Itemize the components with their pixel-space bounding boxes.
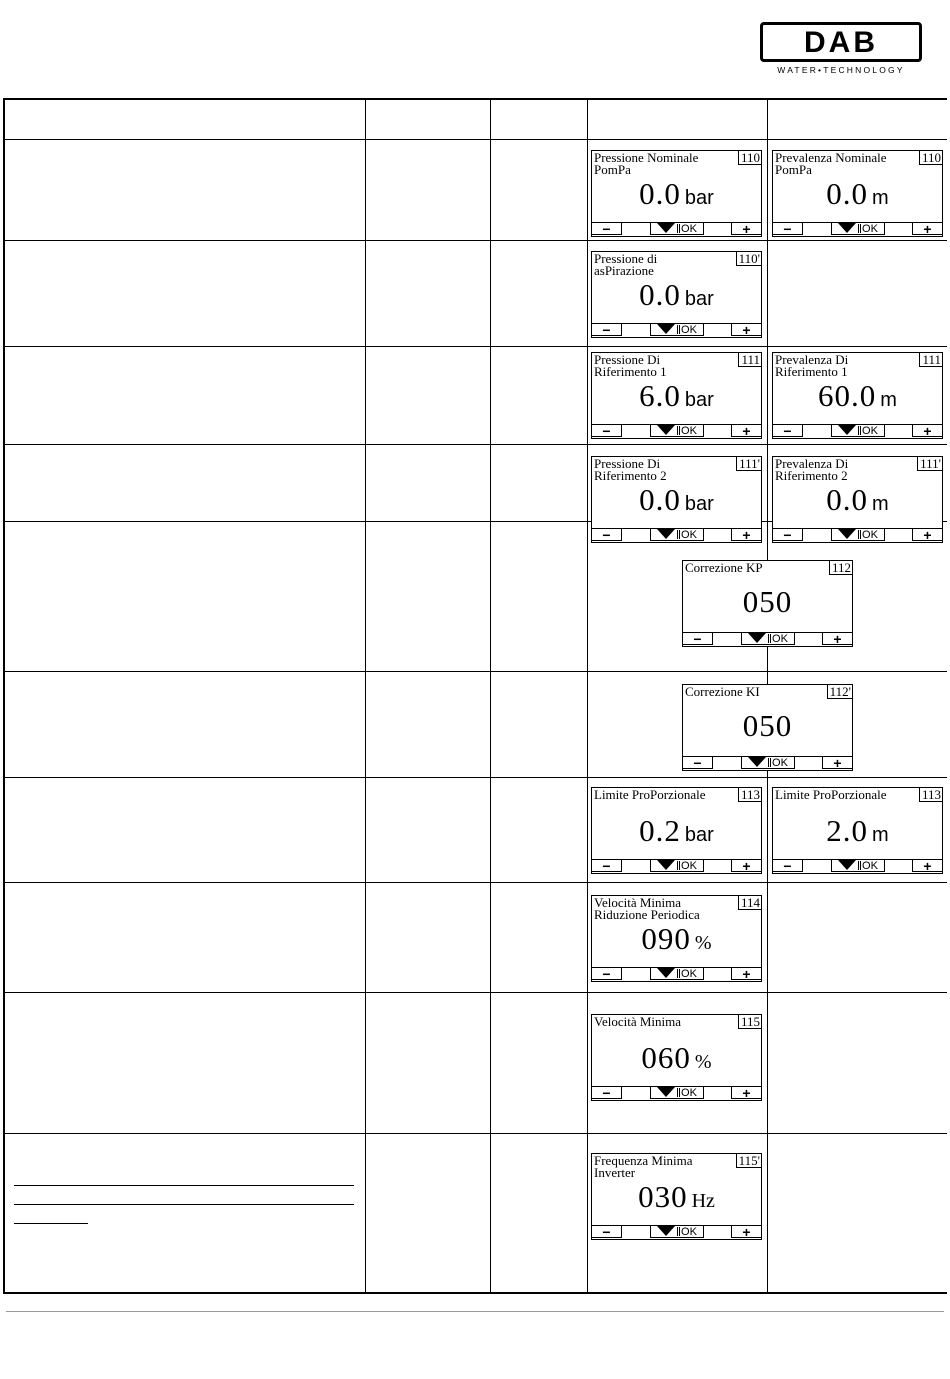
underline: [14, 1223, 88, 1224]
note-underlines: [14, 1185, 354, 1242]
panel-value: 0.0: [639, 176, 681, 211]
panel-subtitle: Riferimento 2: [775, 468, 848, 483]
down-triangle-icon: [748, 757, 766, 767]
table-row-divider: [5, 882, 947, 883]
logo-brand: DAB: [804, 26, 878, 59]
panel-number: 112': [827, 684, 853, 699]
plus-button[interactable]: +: [822, 757, 852, 769]
logo-frame: [760, 22, 922, 62]
pause-bars-icon: [677, 861, 680, 870]
panel-subtitle: asPirazione: [594, 263, 654, 278]
down-triangle-icon: [657, 425, 675, 435]
down-ok-button[interactable]: OK: [650, 1087, 704, 1099]
plus-button[interactable]: +: [731, 860, 761, 872]
panel-number: 111: [738, 352, 762, 367]
lcd-panel-112-kp: [682, 560, 853, 647]
down-ok-button[interactable]: OK: [831, 529, 885, 541]
panel-number: 110': [736, 251, 762, 266]
panel-value: 050: [742, 708, 793, 743]
panel-unit: bar: [684, 187, 714, 209]
panel-unit: m: [872, 493, 889, 515]
table-row-divider: [5, 444, 947, 445]
panel-subtitle: PomPa: [775, 162, 812, 177]
table-row-divider: [5, 346, 947, 347]
logo-tagline: WATER•TECHNOLOGY: [777, 65, 905, 75]
panel-unit: bar: [684, 493, 714, 515]
panel-unit: %: [694, 1051, 712, 1073]
panel-number: 110: [919, 150, 943, 165]
down-triangle-icon: [657, 529, 675, 539]
lcd-panel-112b-ki: [682, 684, 853, 771]
pause-bars-icon: [677, 969, 680, 978]
panel-title: Pressione Di: [594, 352, 661, 367]
panel-unit: bar: [684, 288, 714, 310]
minus-button[interactable]: −: [592, 860, 622, 872]
panel-title: Prevalenza Nominale: [775, 150, 887, 165]
panel-title: Pressione Nominale: [594, 150, 699, 165]
dab-logo: [756, 22, 926, 78]
panel-title: Prevalenza Di: [775, 456, 849, 471]
panel-number: 115': [736, 1153, 762, 1168]
panel-subtitle: Riferimento 1: [594, 364, 667, 379]
panel-value: 090: [641, 921, 691, 956]
down-triangle-icon: [838, 860, 856, 870]
plus-button[interactable]: +: [912, 223, 942, 235]
down-triangle-icon: [838, 223, 856, 233]
panel-number: 112: [829, 560, 853, 575]
plus-button[interactable]: +: [731, 968, 761, 980]
down-ok-button[interactable]: OK: [650, 968, 704, 980]
panel-value: 060: [641, 1040, 691, 1075]
minus-button[interactable]: −: [592, 529, 622, 541]
panel-title: Limite ProPorzionale: [775, 787, 887, 802]
lcd-panel-115-speed: [591, 1014, 762, 1101]
down-triangle-icon: [657, 324, 675, 334]
panel-unit: Hz: [691, 1190, 715, 1212]
lcd-panel-111b-head: [772, 456, 943, 543]
pause-bars-icon: [677, 530, 680, 539]
panel-title: Velocità Minima: [594, 1014, 682, 1029]
panel-number: 113: [738, 787, 762, 802]
panel-unit: %: [694, 932, 712, 954]
table-row-divider: [5, 671, 947, 672]
pause-bars-icon: [858, 426, 861, 435]
minus-button[interactable]: −: [592, 1087, 622, 1099]
table-row-divider: [5, 1133, 947, 1134]
plus-button[interactable]: +: [731, 425, 761, 437]
panel-title: Prevalenza Di: [775, 352, 849, 367]
panel-subtitle: Inverter: [594, 1165, 636, 1180]
table-row-divider: [5, 139, 947, 140]
lcd-panel-113-head: [772, 787, 943, 874]
minus-button[interactable]: −: [592, 425, 622, 437]
panel-unit: m: [872, 187, 889, 209]
plus-button[interactable]: +: [912, 860, 942, 872]
panel-title: Pressione Di: [594, 456, 661, 471]
down-triangle-icon: [838, 425, 856, 435]
down-ok-button[interactable]: OK: [650, 324, 704, 336]
panel-value: 2.0: [826, 813, 869, 848]
panel-title: Pressione di: [594, 251, 658, 266]
lcd-panel-111-head: [772, 352, 943, 439]
panel-title: Limite ProPorzionale: [594, 787, 706, 802]
plus-button[interactable]: +: [731, 223, 761, 235]
lcd-panel-110-pressure: [591, 150, 762, 237]
down-ok-button[interactable]: OK: [650, 223, 704, 235]
down-ok-button[interactable]: OK: [831, 860, 885, 872]
pause-bars-icon: [677, 224, 680, 233]
down-ok-button[interactable]: OK: [650, 1226, 704, 1238]
plus-button[interactable]: +: [912, 425, 942, 437]
panel-number: 111': [917, 456, 943, 471]
table-row-divider: [5, 240, 947, 241]
panel-title: Correzione KI: [685, 684, 760, 699]
panel-subtitle: Riferimento 1: [775, 364, 848, 379]
plus-button[interactable]: +: [731, 324, 761, 336]
panel-title: Velocità Minima: [594, 895, 682, 910]
plus-button[interactable]: +: [731, 1087, 761, 1099]
minus-button[interactable]: −: [683, 757, 713, 769]
table-column-divider: [365, 100, 366, 1292]
plus-button[interactable]: +: [822, 633, 852, 645]
minus-button[interactable]: −: [773, 860, 803, 872]
underline: [14, 1204, 354, 1205]
panel-number: 111: [919, 352, 943, 367]
pause-bars-icon: [677, 426, 680, 435]
lcd-panel-110-head: [772, 150, 943, 237]
down-ok-button[interactable]: OK: [650, 425, 704, 437]
down-ok-button[interactable]: OK: [650, 860, 704, 872]
panel-subtitle: Riferimento 2: [594, 468, 667, 483]
down-triangle-icon: [657, 223, 675, 233]
down-ok-button[interactable]: OK: [831, 425, 885, 437]
minus-button[interactable]: −: [592, 968, 622, 980]
plus-button[interactable]: +: [731, 529, 761, 541]
panel-number: 114: [738, 895, 762, 910]
minus-button[interactable]: −: [773, 529, 803, 541]
table-row-divider: [5, 777, 947, 778]
panel-unit: bar: [684, 824, 714, 846]
pause-bars-icon: [677, 325, 680, 334]
table-column-divider: [490, 100, 491, 1292]
panel-value: 050: [742, 584, 793, 619]
pause-bars-icon: [768, 634, 771, 643]
pause-bars-icon: [858, 224, 861, 233]
down-ok-button[interactable]: OK: [741, 757, 795, 769]
panel-value: 60.0: [818, 378, 877, 413]
panel-value: 030: [638, 1179, 688, 1214]
footer-rule: [6, 1311, 944, 1312]
plus-button[interactable]: +: [731, 1226, 761, 1238]
panel-unit: m: [880, 389, 897, 411]
pause-bars-icon: [858, 530, 861, 539]
down-triangle-icon: [838, 529, 856, 539]
pause-bars-icon: [677, 1088, 680, 1097]
lcd-panel-115b-frequency: [591, 1153, 762, 1240]
minus-button[interactable]: −: [592, 324, 622, 336]
panel-value: 0.0: [826, 482, 869, 517]
minus-button[interactable]: −: [773, 223, 803, 235]
down-triangle-icon: [748, 633, 766, 643]
down-triangle-icon: [657, 1087, 675, 1097]
lcd-panel-110b-suction: [591, 251, 762, 338]
minus-button[interactable]: −: [592, 1226, 622, 1238]
down-triangle-icon: [657, 968, 675, 978]
minus-button[interactable]: −: [773, 425, 803, 437]
pause-bars-icon: [858, 861, 861, 870]
panel-number: 110: [738, 150, 762, 165]
panel-value: 0.0: [826, 176, 869, 211]
down-ok-button[interactable]: OK: [650, 529, 704, 541]
panel-title: Frequenza Minima: [594, 1153, 693, 1168]
lcd-panel-111b-pressure: [591, 456, 762, 543]
panel-number: 111': [736, 456, 762, 471]
minus-button[interactable]: −: [683, 633, 713, 645]
panel-number: 113: [919, 787, 943, 802]
panel-title: Correzione KP: [685, 560, 763, 575]
panel-unit: bar: [684, 389, 714, 411]
panel-value: 0.2: [639, 813, 681, 848]
panel-value: 0.0: [639, 482, 681, 517]
plus-button[interactable]: +: [912, 529, 942, 541]
lcd-panel-114-speed: [591, 895, 762, 982]
panel-value: 6.0: [639, 378, 681, 413]
minus-button[interactable]: −: [592, 223, 622, 235]
panel-subtitle: PomPa: [594, 162, 631, 177]
down-triangle-icon: [657, 1226, 675, 1236]
down-ok-button[interactable]: OK: [831, 223, 885, 235]
panel-number: 115: [738, 1014, 762, 1029]
table-row-divider: [5, 992, 947, 993]
lcd-panel-111-pressure: [591, 352, 762, 439]
panel-value: 0.0: [639, 277, 681, 312]
table-column-divider: [587, 100, 588, 1292]
panel-subtitle: Riduzione Periodica: [594, 907, 700, 922]
pause-bars-icon: [677, 1227, 680, 1236]
panel-unit: m: [872, 824, 889, 846]
underline: [14, 1185, 354, 1186]
pause-bars-icon: [768, 758, 771, 767]
lcd-panel-113-pressure: [591, 787, 762, 874]
down-ok-button[interactable]: OK: [741, 633, 795, 645]
down-triangle-icon: [657, 860, 675, 870]
